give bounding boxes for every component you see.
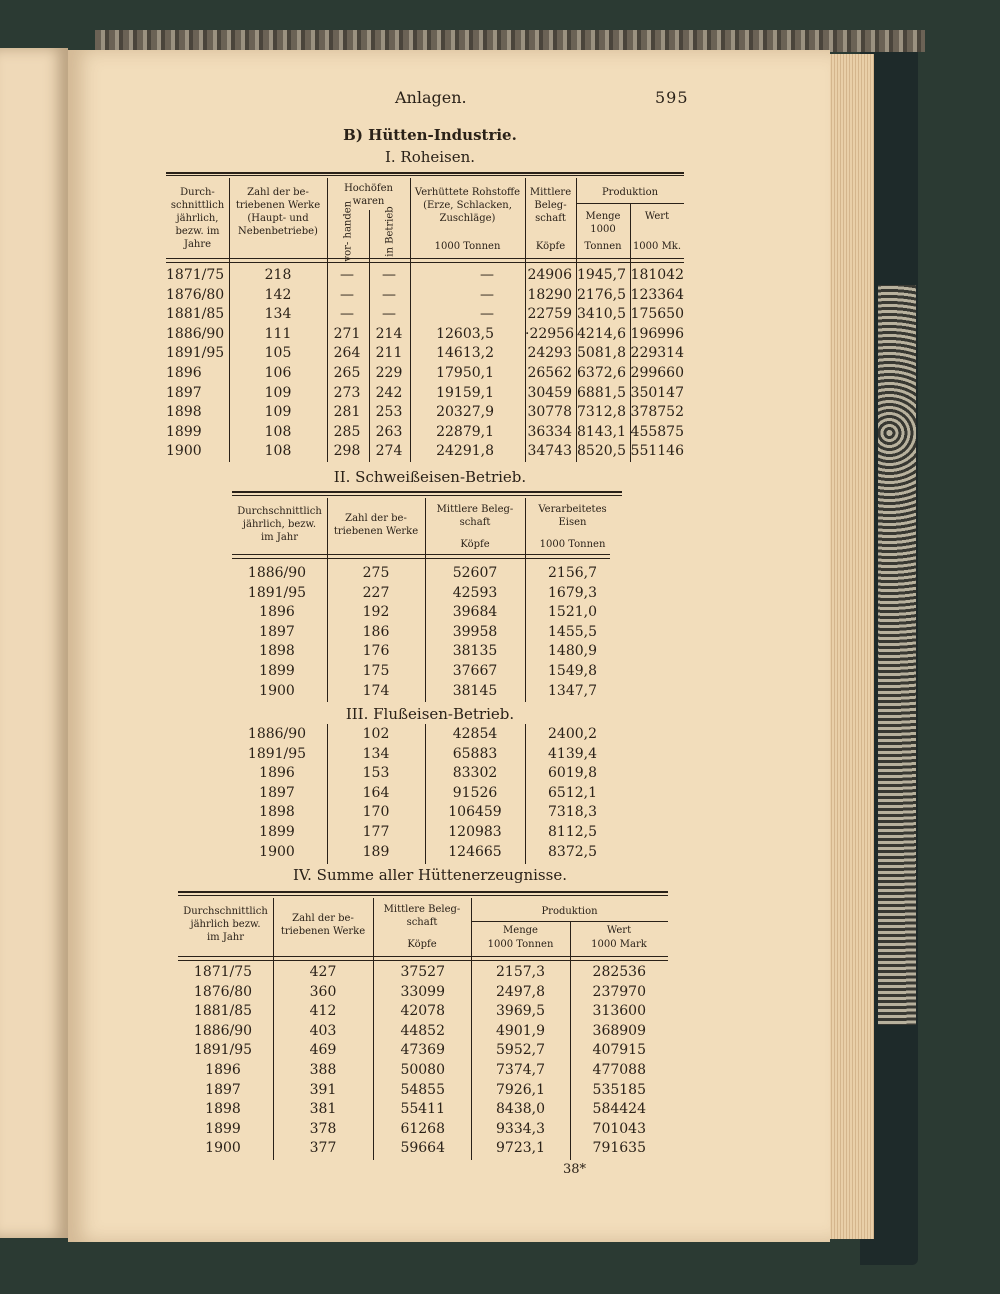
t1-cell: 1886/90 [166, 325, 225, 342]
t1-cell: 20327,9 [436, 404, 494, 421]
t2-cell: 1347,7 [548, 682, 597, 699]
t1-cell: 4214,6 [577, 325, 626, 342]
t1-cell: 273 [333, 384, 361, 401]
t2-header-rule-2 [232, 558, 610, 559]
t1-header-production: Produktion [601, 187, 659, 198]
t3-cell: 8112,5 [548, 824, 597, 840]
t1-header-present: vor- handen [342, 200, 354, 262]
t3-cell: 65883 [452, 745, 498, 762]
t1-cell: — [480, 286, 494, 303]
t1-cell: 1881/85 [166, 306, 225, 323]
t4-top-rule [178, 891, 668, 893]
page-number: 595 [655, 88, 689, 107]
t1-cell: 175650 [630, 306, 684, 323]
t4-cell: 33099 [400, 983, 445, 1000]
t1-header-amount: Menge 1000 [585, 211, 621, 235]
t4-cell: 381 [309, 1101, 337, 1118]
t4-cell: 1881/85 [193, 1003, 253, 1020]
t3-cell: 1899 [259, 824, 295, 840]
t2-cell: 2156,7 [548, 565, 597, 581]
t1-cell: 19159,1 [436, 384, 494, 401]
t1-cell: 242 [375, 384, 403, 401]
t1-cell: 108 [264, 443, 292, 460]
t1-cell: 6881,5 [577, 384, 626, 401]
t1-cell: 123364 [630, 286, 684, 303]
t4-cell: 5952,7 [496, 1042, 545, 1059]
t4-cell: 791635 [592, 1140, 646, 1157]
t3-cell: 120983 [448, 824, 502, 840]
t1-header-operating: in Betrieb [384, 206, 396, 257]
t4-cell: 9334,3 [496, 1120, 545, 1137]
table-2-title: II. Schweißeisen-Betrieb. [333, 468, 527, 486]
t4-cell: 360 [309, 983, 337, 1000]
t2-cell: 52607 [452, 565, 498, 581]
t4-cell: 59664 [400, 1140, 445, 1157]
t3-cell: 106459 [448, 804, 502, 821]
t1-cell: 5081,8 [577, 345, 626, 362]
t1-cell: 1945,7 [577, 267, 626, 283]
t4-header-production: Produktion [541, 906, 598, 917]
t2-cell: 175 [362, 663, 390, 679]
t4-cell: 3969,5 [496, 1003, 545, 1020]
t2-cell: 1900 [259, 682, 295, 699]
t1-header-raw-unit: 1000 Tonnen [434, 241, 501, 252]
t3-cell: 153 [362, 765, 390, 782]
t1-cell: 14613,2 [436, 345, 494, 362]
t4-header-staff-unit: Köpfe [407, 939, 437, 950]
t1-cell: 108 [264, 423, 292, 440]
t1-cell: 109 [264, 384, 292, 401]
t4-cell: 47369 [400, 1042, 445, 1059]
t1-header-value-unit: 1000 Mk. [632, 241, 682, 252]
t4-cell: 584424 [592, 1101, 646, 1118]
t3-cell: 1900 [259, 843, 295, 860]
t1-header-period: Durch- schnittlich jährlich, bezw. im Jahre [170, 187, 225, 250]
t4-header-value: Wert [606, 925, 632, 936]
t4-cell: 377 [309, 1140, 337, 1157]
t2-cell: 1899 [259, 663, 295, 679]
t4-cell: 42078 [400, 1003, 445, 1020]
t4-cell: 1876/80 [193, 983, 253, 1000]
t4-cell: 1891/95 [193, 1042, 253, 1059]
t4-top-rule-2 [178, 895, 668, 896]
t1-header-raw: Verhüttete Rohstoffe (Erze, Schlacken, Zuschläge) [414, 187, 521, 224]
t1-cell: 1900 [166, 443, 202, 460]
t1-cell: 8520,5 [577, 443, 626, 460]
t4-cell: 9723,1 [496, 1140, 545, 1157]
t2-header-processed-unit: 1000 Tonnen [539, 539, 606, 550]
t4-header-staff: Mittlere Beleg- schaft [383, 904, 461, 928]
t1-header-amount-unit: Tonnen [584, 241, 622, 252]
t2-header-staff-unit: Köpfe [460, 539, 490, 550]
t1-cell: 30778 [527, 404, 572, 421]
signature-mark: 38* [563, 1162, 587, 1177]
t1-cell: 105 [264, 345, 292, 362]
t4-cell: 469 [309, 1042, 337, 1059]
t4-cell: 1871/75 [193, 964, 253, 980]
t4-cell: 55411 [400, 1101, 445, 1118]
t1-cell: — [480, 267, 494, 283]
t3-cell: 2400,2 [548, 726, 597, 742]
t4-header-value-unit: 1000 Mark [591, 939, 647, 950]
t3-cell: 7318,3 [548, 804, 597, 821]
t1-cell: ·22956 [525, 325, 574, 342]
t4-cell: 2157,3 [496, 964, 545, 980]
t3-cell: 134 [362, 745, 390, 762]
t1-cell: 109 [264, 404, 292, 421]
t1-header-works: Zahl der be- triebenen Werke (Haupt- und Nebenbetriebe) [235, 187, 321, 237]
t1-cell: — [480, 306, 494, 323]
t1-cell: — [340, 286, 354, 303]
t1-cell: 1871/75 [166, 267, 225, 283]
t2-top-rule [232, 491, 622, 493]
table-1-title: I. Roheisen. [384, 148, 476, 166]
page-stack [826, 54, 874, 1239]
t4-cell: 1897 [205, 1081, 241, 1098]
t1-cell: 12603,5 [436, 325, 494, 342]
t1-cell: 24906 [527, 267, 572, 283]
t2-cell: 174 [362, 682, 390, 699]
t4-cell: 7926,1 [496, 1081, 545, 1098]
t1-cell: 26562 [527, 365, 572, 381]
t1-cell: — [340, 306, 354, 323]
t4-header-amount: Menge [503, 925, 538, 936]
t4-cell: 8438,0 [496, 1101, 545, 1118]
t4-cell: 407915 [592, 1042, 646, 1059]
t1-cell: 17950,1 [436, 365, 494, 381]
t1-cell: 24291,8 [436, 443, 494, 460]
t1-prod-rule [576, 203, 684, 204]
t1-cell: 253 [375, 404, 403, 421]
t4-cell: 1899 [205, 1120, 241, 1137]
t2-cell: 227 [362, 584, 390, 601]
t4-cell: 1900 [205, 1140, 241, 1157]
table-4-title: IV. Summe aller Hüttenerzeugnisse. [293, 866, 567, 884]
t4-cell: 237970 [592, 983, 646, 1000]
t1-cell: 299660 [630, 365, 684, 381]
t2-cell: 1455,5 [548, 623, 597, 640]
t2-cell: 1679,3 [548, 584, 597, 601]
t4-cell: 412 [309, 1003, 337, 1020]
t3-cell: 124665 [448, 843, 502, 860]
t1-cell: 181042 [630, 267, 684, 283]
t1-cell: 1897 [166, 384, 202, 401]
t1-cell: 6372,6 [577, 365, 626, 381]
t4-cell: 54855 [400, 1081, 445, 1098]
t3-cell: 91526 [452, 784, 498, 801]
t4-header-rule [178, 956, 668, 957]
section-title: B) Hütten-Industrie. [343, 126, 517, 144]
t2-header-processed: Verarbeitetes Eisen [538, 504, 607, 528]
t2-cell: 1896 [259, 604, 295, 621]
t4-cell: 701043 [592, 1120, 646, 1137]
t3-cell: 1898 [259, 804, 295, 821]
t3-cell: 1886/90 [247, 726, 307, 742]
t1-header-furnaces: Hochöfen waren [344, 183, 393, 207]
t4-cell: 7374,7 [496, 1062, 545, 1078]
t4-cell: 282536 [592, 964, 646, 980]
running-head-title: Anlagen. [395, 88, 467, 107]
t3-cell: 83302 [452, 765, 498, 782]
t2-cell: 1886/90 [247, 565, 307, 581]
t1-cell: 8143,1 [577, 423, 626, 440]
t4-cell: 388 [309, 1062, 337, 1078]
t4-cell: 403 [309, 1022, 337, 1039]
t2-cell: 275 [362, 565, 390, 581]
t1-cell: 285 [333, 423, 361, 440]
t4-cell: 61268 [400, 1120, 445, 1137]
t1-cell: 229314 [630, 345, 684, 362]
t1-cell: 281 [333, 404, 361, 421]
t1-cell: 378752 [630, 404, 684, 421]
book-spine-top [95, 30, 925, 52]
t2-top-rule-2 [232, 495, 622, 496]
t4-header-period: Durchschnittlich jährlich bezw. im Jahr [183, 906, 268, 943]
t4-header-works: Zahl der be- triebenen Werke [280, 913, 366, 937]
t3-cell: 170 [362, 804, 390, 821]
t1-cell: 1876/80 [166, 286, 225, 303]
t4-cell: 368909 [592, 1022, 646, 1039]
t1-header-rule [166, 258, 684, 259]
t2-header-rule [232, 554, 610, 555]
t1-cell: 1898 [166, 404, 202, 421]
t1-cell: 1899 [166, 423, 202, 440]
t2-cell: 1549,8 [548, 663, 597, 679]
t4-cell: 378 [309, 1120, 337, 1137]
t3-cell: 4139,4 [548, 745, 597, 762]
t1-cell: 22759 [527, 306, 572, 323]
t4-cell: 1886/90 [193, 1022, 253, 1039]
t1-cell: 196996 [630, 325, 684, 342]
t1-cell: 271 [333, 325, 361, 342]
t1-cell: 455875 [630, 423, 684, 440]
t1-header-rule-2 [166, 262, 684, 263]
t2-header-staff: Mittlere Beleg- schaft [436, 504, 514, 528]
t2-cell: 39684 [452, 604, 498, 621]
t1-cell: 265 [333, 365, 361, 381]
t3-cell: 42854 [452, 726, 498, 742]
t2-cell: 1480,9 [548, 643, 597, 660]
t1-cell: 30459 [527, 384, 572, 401]
t1-top-rule [166, 172, 684, 174]
t3-cell: 1897 [259, 784, 295, 801]
t1-cell: — [382, 286, 396, 303]
t4-cell: 4901,9 [496, 1022, 545, 1039]
t1-cell: 274 [375, 443, 403, 460]
t1-cell: 34743 [527, 443, 572, 460]
t2-cell: 1897 [259, 623, 295, 640]
t1-cell: — [340, 267, 354, 283]
t2-cell: 186 [362, 623, 390, 640]
t1-cell: 134 [264, 306, 292, 323]
t4-cell: 427 [309, 964, 337, 980]
t3-cell: 102 [362, 726, 390, 742]
t2-cell: 192 [362, 604, 390, 621]
t1-cell: 1891/95 [166, 345, 225, 362]
t4-cell: 44852 [400, 1022, 445, 1039]
left-page-edge [0, 48, 68, 1238]
t4-cell: 50080 [400, 1062, 445, 1078]
t1-cell: 7312,8 [577, 404, 626, 421]
t4-cell: 1898 [205, 1101, 241, 1118]
t1-cell: 111 [264, 325, 292, 342]
t1-cell: 18290 [527, 286, 572, 303]
t2-cell: 1891/95 [247, 584, 307, 601]
t3-cell: 1891/95 [247, 745, 307, 762]
t1-cell: 214 [375, 325, 403, 342]
t1-cell: 2176,5 [577, 286, 626, 303]
t4-header-amount-unit: 1000 Tonnen [487, 939, 554, 950]
t3-cell: 164 [362, 784, 390, 801]
t3-cell: 6019,8 [548, 765, 597, 782]
t1-cell: 218 [264, 267, 292, 283]
t1-header-staff-unit: Köpfe [535, 241, 566, 252]
table-3-title: III. Flußeisen-Betrieb. [345, 705, 515, 723]
t1-cell: — [382, 267, 396, 283]
t4-cell: 2497,8 [496, 983, 545, 1000]
t1-cell: 3410,5 [577, 306, 626, 323]
t2-cell: 38145 [452, 682, 498, 699]
t2-header-period: Durchschnittlich jährlich, bezw. im Jahr [237, 506, 322, 543]
t1-cell: 22879,1 [436, 423, 494, 440]
t1-header-value: Wert [644, 211, 670, 222]
t1-cell: 211 [375, 345, 403, 362]
t2-cell: 37667 [452, 663, 498, 679]
t1-cell: 106 [264, 365, 292, 381]
t1-cell: 36334 [527, 423, 572, 440]
t2-cell: 42593 [452, 584, 498, 601]
t3-cell: 1896 [259, 765, 295, 782]
t1-cell: 264 [333, 345, 361, 362]
t4-header-rule-2 [178, 960, 668, 961]
t4-cell: 477088 [592, 1062, 646, 1078]
t1-cell: 551146 [630, 443, 684, 460]
t1-cell: 263 [375, 423, 403, 440]
t2-cell: 39958 [452, 623, 498, 640]
t4-cell: 391 [309, 1081, 337, 1098]
t2-cell: 38135 [452, 643, 498, 660]
t4-cell: 313600 [592, 1003, 646, 1020]
t1-top-rule-2 [166, 175, 684, 176]
t4-cell: 37527 [400, 964, 445, 980]
t4-cell: 535185 [592, 1081, 646, 1098]
t4-cell: 1896 [205, 1062, 241, 1078]
t1-cell: 229 [375, 365, 403, 381]
marbled-cover-pattern [878, 285, 916, 1025]
t2-cell: 1898 [259, 643, 295, 660]
t2-header-works: Zahl der be- triebenen Werke [333, 513, 419, 537]
t3-cell: 6512,1 [548, 784, 597, 801]
t1-cell: 142 [264, 286, 292, 303]
t1-cell: 24293 [527, 345, 572, 362]
t1-cell: — [382, 306, 396, 323]
t1-cell: 298 [333, 443, 361, 460]
t3-cell: 177 [362, 824, 390, 840]
t3-cell: 189 [362, 843, 390, 860]
t3-cell: 8372,5 [548, 843, 597, 860]
t1-header-staff: Mittlere Beleg- schaft [529, 187, 572, 224]
t2-cell: 176 [362, 643, 390, 660]
t1-cell: 350147 [630, 384, 684, 401]
t1-cell: 1896 [166, 365, 202, 381]
t2-cell: 1521,0 [548, 604, 597, 621]
